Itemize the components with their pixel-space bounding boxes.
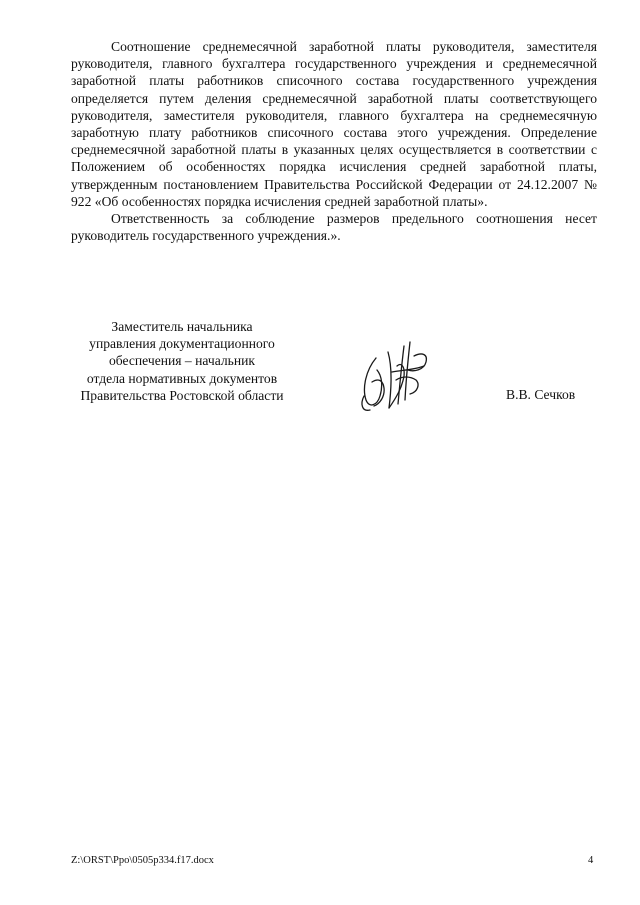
- page-number: 4: [588, 855, 594, 866]
- signer-name: В.В. Сечков: [506, 387, 576, 402]
- paragraph-salary-ratio: Соотношение среднемесячной заработной платы руководителя, заместителя руководителя, главного бухгалтера государственного учреждения и среднемесячной заработной платы работников списочного состава государственного учреждения определяется путем деления среднемесячной заработной платы соответствующего руководителя, заместителя руководителя, главного бухгалтера на среднемесячную заработную плату работников списочного состава этого учреждения. Определение среднемесячной заработной платы в указанных целях осуществляется в соответствии с Положением об особенностях порядка исчисления средней заработной платы, утвержденным постановлением Правительства Российской Федерации от 24.12.2007 № 922 «Об особенностях порядка исчисления средней заработной платы».: [71, 39, 597, 209]
- position-line: обеспечения – начальник: [108, 353, 256, 369]
- footer-file-path: Z:\ORST\Ppo\0505p334.f17.docx: [71, 855, 214, 866]
- position-line: управления документационного: [89, 336, 275, 352]
- position-line: Правительства Ростовской области: [80, 387, 284, 403]
- handwritten-signature: [352, 336, 438, 416]
- signatory-position: [58, 318, 306, 404]
- document-body: [71, 38, 597, 244]
- paragraph-responsibility: Ответственность за соблюдение размеров предельного соотношения несет руководитель государственного учреждения.».: [71, 211, 597, 244]
- position-line: отдела нормативных документов: [86, 370, 278, 386]
- position-line: Заместитель начальника: [111, 319, 253, 334]
